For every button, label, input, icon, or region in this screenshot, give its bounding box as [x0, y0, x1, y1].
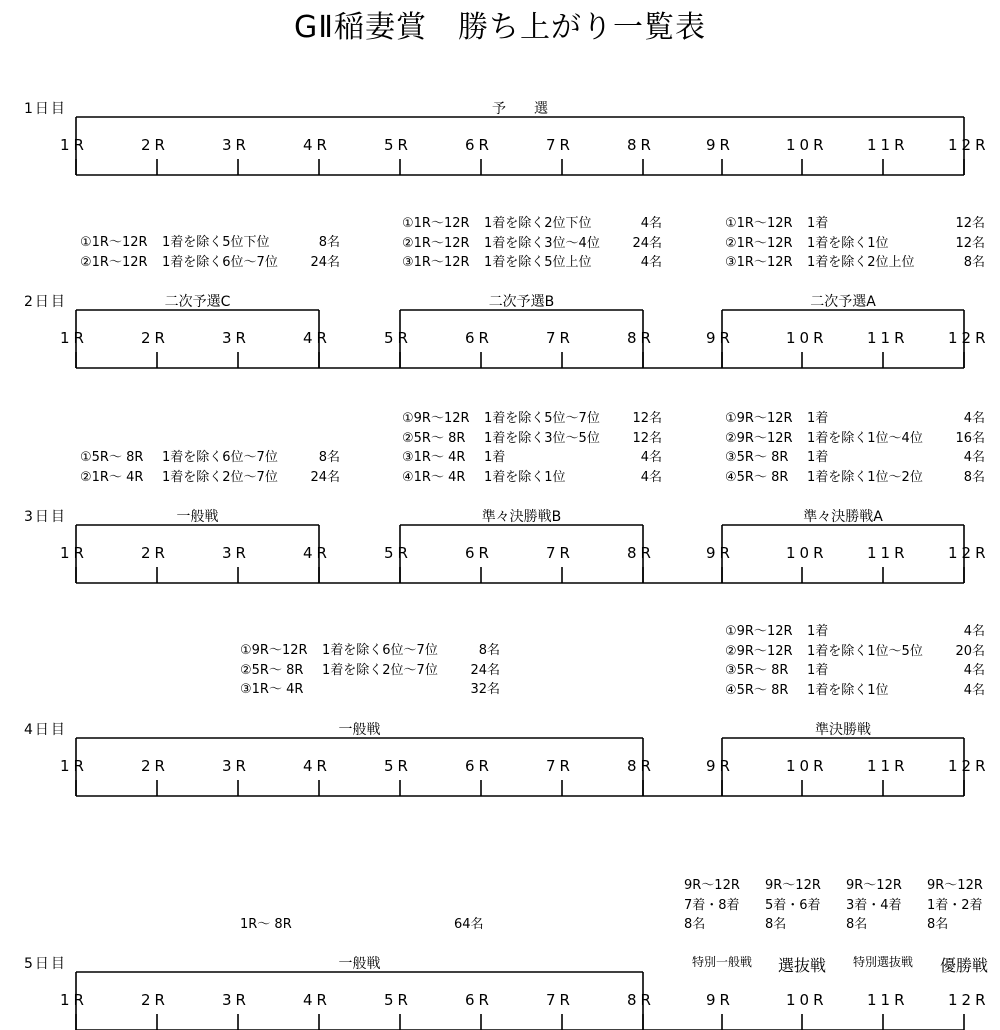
race-label: 12R	[948, 329, 990, 347]
final-qualify-cell: 3着・4着	[846, 897, 902, 913]
qualify-races: ③1R～12R	[725, 255, 793, 270]
qualify-count: 4名	[963, 411, 985, 426]
race-label: 12R	[948, 136, 990, 154]
qualify-races: ①9R～12R	[725, 411, 793, 426]
qualify-count: 8名	[963, 469, 985, 485]
qualify-condition: 1着を除く5位下位	[162, 235, 270, 250]
qualify-condition: 1着	[807, 663, 829, 678]
qualify-count: 12名	[955, 235, 985, 251]
race-label: 9R	[706, 757, 734, 775]
qualify-condition: 1着を除く1位～2位	[807, 469, 923, 485]
race-label: 1R	[60, 544, 88, 562]
qualify-count: 24名	[310, 469, 340, 485]
race-label: 10R	[786, 757, 828, 775]
race-label: 8R	[627, 991, 655, 1009]
segment-label: 一般戦	[338, 956, 381, 972]
qualify-condition: 1着を除く6位～7位	[162, 254, 278, 270]
qualify-races: ②9R～12R	[725, 643, 793, 659]
race-label: 2R	[141, 757, 169, 775]
qualify-condition: 1着を除く1位～5位	[807, 643, 923, 659]
qualify-condition: 1着を除く6位～7位	[162, 450, 278, 465]
day-label: 4日目	[24, 722, 67, 738]
race-label: 6R	[465, 136, 493, 154]
qualify-count: 4名	[963, 682, 985, 698]
race-label: 2R	[141, 136, 169, 154]
qualify-count: 4名	[640, 216, 662, 231]
qualify-condition: 1着を除く3位～4位	[484, 235, 600, 251]
final-qualify-cell: 9R～12R	[765, 878, 821, 893]
race-label: 2R	[141, 329, 169, 347]
race-label: 5R	[384, 329, 412, 347]
qualify-condition: 1着を除く2位上位	[807, 255, 915, 270]
race-label: 7R	[546, 757, 574, 775]
qualify-count: 4名	[640, 450, 662, 465]
race-label: 6R	[465, 544, 493, 562]
qualify-races: ②9R～12R	[725, 430, 793, 446]
qualify-condition: 1着を除く6位～7位	[322, 643, 438, 658]
qualify-count: 4名	[963, 450, 985, 465]
qualify-races: ①9R～12R	[402, 411, 470, 426]
race-label: 11R	[867, 544, 909, 562]
day-label: 3日目	[24, 509, 67, 525]
qualify-count: 4名	[640, 255, 662, 270]
qualify-races: ③1R～ 4R	[402, 450, 466, 465]
race-label: 11R	[867, 991, 909, 1009]
race-label: 7R	[546, 544, 574, 562]
race-label: 7R	[546, 136, 574, 154]
qualify-condition: 1着	[807, 450, 829, 465]
final-qualify-cell: 5着・6着	[765, 897, 821, 913]
race-label: 5R	[384, 991, 412, 1009]
qualify-condition: 1着を除く2位～7位	[162, 469, 278, 485]
final-qualify-cell: 8名	[765, 917, 787, 932]
race-label: 10R	[786, 136, 828, 154]
race-label: 3R	[222, 757, 250, 775]
segment-label: 予 選	[492, 101, 548, 117]
race-label: 11R	[867, 329, 909, 347]
qualify-races: ②1R～12R	[80, 254, 148, 270]
segment-label: 二次予選B	[488, 294, 555, 310]
race-label: 9R	[706, 136, 734, 154]
race-label: 10R	[786, 544, 828, 562]
segment-label: 準決勝戦	[815, 722, 871, 738]
race-label: 1R	[60, 991, 88, 1009]
race-label: 1R	[60, 329, 88, 347]
race-label: 3R	[222, 329, 250, 347]
qualify-condition: 1着を除く5位～7位	[484, 411, 600, 426]
qualify-condition: 1着を除く2位下位	[484, 216, 592, 231]
race-label: 2R	[141, 544, 169, 562]
race-label: 10R	[786, 991, 828, 1009]
qualify-count: 16名	[955, 430, 985, 446]
qualify-races: ②1R～12R	[402, 235, 470, 251]
day-label: 1日目	[24, 101, 67, 117]
race-label: 5R	[384, 136, 412, 154]
race-label: 12R	[948, 757, 990, 775]
race-label: 5R	[384, 757, 412, 775]
race-label: 1R	[60, 136, 88, 154]
qualify-races: ①9R～12R	[725, 624, 793, 639]
qualify-count: 20名	[955, 643, 985, 659]
qualify-count: 8名	[963, 255, 985, 270]
qualify-races: ③1R～12R	[402, 255, 470, 270]
final-qualify-cell: 8名	[846, 917, 868, 932]
qualify-races: ①5R～ 8R	[80, 450, 144, 465]
qualify-count: 4名	[963, 624, 985, 639]
qualify-condition: 1着	[807, 216, 829, 231]
segment-label: 二次予選A	[810, 294, 876, 310]
race-label: 4R	[303, 544, 331, 562]
qualify-condition: 1着を除く1位～4位	[807, 430, 923, 446]
qualify-condition: 1着を除く1位	[807, 682, 889, 698]
race-label: 3R	[222, 991, 250, 1009]
race-label: 11R	[867, 757, 909, 775]
race-label: 7R	[546, 329, 574, 347]
qualify-count: 4名	[640, 469, 662, 485]
race-label: 12R	[948, 991, 990, 1009]
qualify-count: 12名	[632, 430, 662, 446]
race-label: 7R	[546, 991, 574, 1009]
qualify-races: ①1R～12R	[725, 216, 793, 231]
race-label: 9R	[706, 991, 734, 1009]
race-label: 2R	[141, 991, 169, 1009]
qualify-races: ④1R～ 4R	[402, 469, 466, 485]
qualify-races: 1R～ 8R	[240, 917, 292, 932]
segment-label: 二次予選C	[164, 294, 231, 310]
qualify-races: ①1R～12R	[80, 235, 148, 250]
final-qualify-cell: 7着・8着	[684, 897, 740, 913]
segment-label: 準々決勝戦B	[481, 509, 562, 525]
segment-label: 一般戦	[338, 722, 381, 738]
final-qualify-cell: 9R～12R	[927, 878, 983, 893]
day-label: 5日目	[24, 956, 67, 972]
qualify-condition: 1着を除く2位～7位	[322, 662, 438, 678]
race-label: 11R	[867, 136, 909, 154]
segment-label: 選抜戦	[777, 956, 826, 975]
page-title: GⅡ稲妻賞 勝ち上がり一覧表	[293, 10, 706, 45]
final-qualify-cell: 9R～12R	[846, 878, 902, 893]
race-label: 8R	[627, 757, 655, 775]
race-label: 5R	[384, 544, 412, 562]
qualify-races: ④5R～ 8R	[725, 469, 789, 485]
race-label: 9R	[706, 544, 734, 562]
race-label: 4R	[303, 136, 331, 154]
qualify-count: 12名	[632, 411, 662, 426]
race-label: 4R	[303, 991, 331, 1009]
qualify-races: ③1R～ 4R	[240, 682, 304, 697]
race-label: 4R	[303, 329, 331, 347]
qualify-count: 24名	[470, 662, 500, 678]
qualify-count: 12名	[955, 216, 985, 231]
qualify-count: 8名	[478, 643, 500, 658]
race-label: 8R	[627, 136, 655, 154]
qualify-races: ②5R～ 8R	[240, 662, 304, 678]
race-label: 8R	[627, 544, 655, 562]
segment-label: 準々決勝戦A	[803, 509, 883, 525]
race-label: 6R	[465, 757, 493, 775]
qualify-races: ①9R～12R	[240, 643, 308, 658]
race-label: 4R	[303, 757, 331, 775]
qualify-count: 24名	[310, 254, 340, 270]
race-label: 10R	[786, 329, 828, 347]
qualify-count: 8名	[318, 450, 340, 465]
segment-label: 一般戦	[176, 509, 219, 525]
qualify-condition: 1着を除く1位	[807, 235, 889, 251]
qualify-count: 24名	[632, 235, 662, 251]
race-label: 8R	[627, 329, 655, 347]
qualify-condition: 1着	[484, 450, 506, 465]
qualify-count: 64名	[454, 917, 484, 932]
segment-label: 優勝戦	[939, 956, 988, 975]
final-qualify-cell: 8名	[927, 917, 949, 932]
race-label: 1R	[60, 757, 88, 775]
race-label: 3R	[222, 544, 250, 562]
qualify-races: ①1R～12R	[402, 216, 470, 231]
qualify-races: ②1R～12R	[725, 235, 793, 251]
final-qualify-cell: 8名	[684, 917, 706, 932]
qualify-count: 4名	[963, 663, 985, 678]
segment-label: 特別選抜戦	[852, 955, 913, 969]
qualify-condition: 1着を除く5位上位	[484, 255, 592, 270]
qualify-condition: 1着	[807, 624, 829, 639]
race-label: 6R	[465, 991, 493, 1009]
day-label: 2日目	[24, 294, 67, 310]
race-label: 6R	[465, 329, 493, 347]
segment-label: 特別一般戦	[691, 955, 752, 969]
final-qualify-cell: 9R～12R	[684, 878, 740, 893]
race-label: 9R	[706, 329, 734, 347]
qualify-races: ③5R～ 8R	[725, 663, 789, 678]
qualify-condition: 1着を除く3位～5位	[484, 430, 600, 446]
qualify-races: ②5R～ 8R	[402, 430, 466, 446]
qualify-count: 8名	[318, 235, 340, 250]
qualify-races: ③5R～ 8R	[725, 450, 789, 465]
qualify-count: 32名	[470, 682, 500, 697]
qualify-races: ②1R～ 4R	[80, 469, 144, 485]
race-label: 12R	[948, 544, 990, 562]
qualify-races: ④5R～ 8R	[725, 682, 789, 698]
qualify-condition: 1着	[807, 411, 829, 426]
final-qualify-cell: 1着・2着	[927, 897, 983, 913]
race-label: 3R	[222, 136, 250, 154]
qualify-condition: 1着を除く1位	[484, 469, 566, 485]
